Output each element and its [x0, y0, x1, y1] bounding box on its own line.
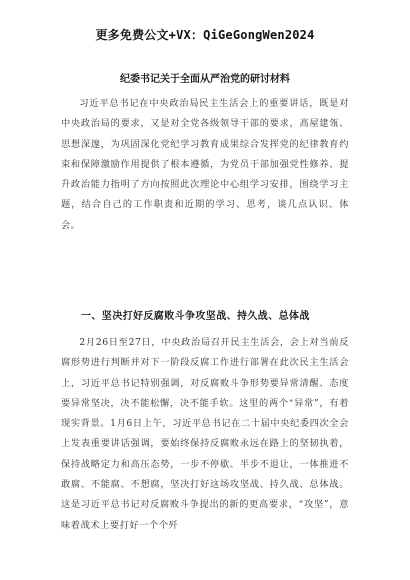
section-1-paragraph: 2月26日至27日，中央政治局召开民主生活会，会上对当前反腐形势进行判断并对下一阶段反腐工作进行部署在此次民主生活会上，习近平总书记特别强调，对反腐败斗争形势要异常清醒、态度要异常坚决，决不能松懈，决不能手软。这里的两个“异常”，有着现实背景。1月6日上午，习近平总书记在二十届中央纪委四次全会上发表重要讲话强调，要始终保持反腐败永远在路上的坚韧执着，保持战略定力和高压态势，一步不停歇、半步不退让，一体推进不敢腐、不能腐、不想腐，坚决打好这场攻坚战、持久战、总体战。这是习近平总书记对反腐败斗争提出的新的更高要求，“攻坚”，意味着战术上要打好一个个歼	[61, 337, 349, 531]
intro-section	[61, 94, 349, 236]
intro-paragraph: 习近平总书记在中央政治局民主生活会上的重要讲话，既是对中央政治局的要求，又是对全党各级领导干部的要求，高屋建瓴、思想深邃，为巩固深化党纪学习教育成果综合发挥党的纪律教育约束和保障激励作用提供了根本遵循，为党员干部加强党性修养、提升政治能力指明了方向按照此次理论中心组学习安排，围绕学习主题，结合自己的工作职责和近期的学习、思考，谈几点认识、体会。	[61, 98, 349, 231]
document-title: 纪委书记关于全面从严治党的研讨材料	[120, 74, 290, 85]
section-1-body	[61, 333, 349, 536]
section-heading-1: 一、坚决打好反腐败斗争攻坚战、持久战、总体战	[81, 311, 310, 322]
header-banner: 更多免费公文+VX：QiGeGongWen2024	[95, 28, 315, 42]
